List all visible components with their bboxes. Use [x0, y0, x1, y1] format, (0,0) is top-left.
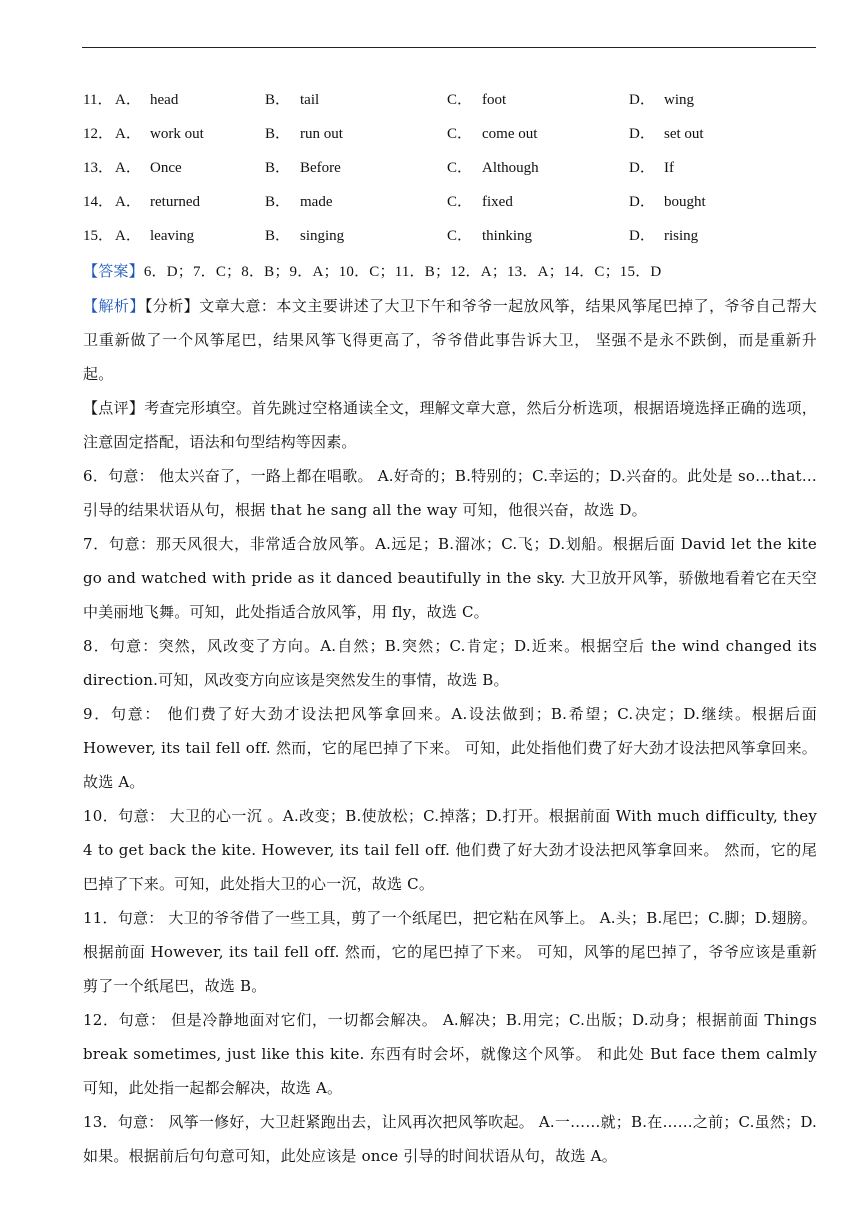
- option-d-text: bought: [664, 194, 706, 210]
- option-c-text: come out: [482, 126, 538, 142]
- question-number: 13．: [83, 160, 114, 176]
- option-a-label: A．: [115, 126, 141, 142]
- explanation-8: 8．句意：突然，风改变了方向。A.自然；B.突然；C.肯定；D.近来。根据空后 the wind changed its direction.可知，风改变方向应该是突然发生的事情，故选 B。: [83, 637, 817, 689]
- explanation-6: 6．句意： 他太兴奋了，一路上都在唱歌。 A.好奇的；B.特别的；C.幸运的；D.兴奋的。此处是 so…that…引导的结果状语从句，根据 that he sang all the way 可知，他很兴奋，故选 D。: [83, 467, 817, 519]
- option-a-label: A．: [115, 160, 141, 176]
- option-b-text: run out: [300, 126, 343, 142]
- option-b-text: tail: [300, 92, 320, 108]
- option-c-text: thinking: [482, 228, 533, 244]
- option-row-12: [83, 119, 817, 153]
- option-c-label: C．: [447, 160, 473, 176]
- question-number: 11．: [83, 92, 113, 108]
- option-c-label: C．: [447, 228, 473, 244]
- option-b-label: B．: [265, 194, 291, 210]
- option-d-text: If: [664, 160, 674, 176]
- option-d-label: D．: [629, 92, 655, 108]
- option-row-11: [83, 85, 817, 119]
- option-a-text: returned: [150, 194, 200, 210]
- explanation-10: 10．句意： 大卫的心一沉 。A.改变；B.使放松；C.掉落；D.打开。根据前面 With much difficulty, they 4 to get back the kite. However, its tail fell off. 他们费了好大劲才设法把风筝拿回来。 然而，它的尾巴掉了下来。可知，此处指大卫的心一沉，故选 C。: [83, 807, 817, 893]
- option-d-label: D．: [629, 160, 655, 176]
- option-b-label: B．: [265, 126, 291, 142]
- option-b-text: singing: [300, 228, 345, 244]
- option-row-14: [83, 187, 817, 221]
- explanation-9: 9．句意： 他们费了好大劲才设法把风筝拿回来。A.设法做到；B.希望；C.决定；D.继续。根据后面 However, its tail fell off. 然而，它的尾巴掉了下来。 可知，此处指他们费了好大劲才设法把风筝拿回来。 故选 A。: [83, 705, 817, 791]
- explanation-12: 12．句意： 但是冷静地面对它们，一切都会解决。 A.解决；B.用完；C.出版；D.动身；根据前面 Things break sometimes, just like this kite. 东西有时会坏，就像这个风筝。 和此处 But face them calmly 可知，此处指一起都会解决，故选 A。: [83, 1011, 817, 1097]
- option-c-text: Although: [482, 160, 539, 176]
- comment-tag: 【点评】: [83, 399, 145, 417]
- explanation-7: 7．句意：那天风很大，非常适合放风筝。A.远足；B.溜冰；C.飞；D.划船。根据后面 David let the kite go and watched with pride as it danced beautifully in the sky. 大卫放开风筝，骄傲地看着它在天空中美丽地飞舞。可知，此处指适合放风筝，用 fly，故选 C。: [83, 535, 817, 621]
- comment-paragraph: [83, 391, 817, 459]
- option-a-text: work out: [150, 126, 204, 142]
- option-a-text: head: [150, 92, 179, 108]
- option-b-text: made: [300, 194, 333, 210]
- option-c-label: C．: [447, 126, 473, 142]
- question-number: 15．: [83, 228, 114, 244]
- answer-line: [83, 255, 817, 289]
- option-d-text: wing: [664, 92, 694, 108]
- explanation-13: 13．句意： 风筝一修好，大卫赶紧跑出去，让风再次把风筝吹起。 A.一……就；B.在……之前；C.虽然；D.如果。根据前后句句意可知，此处应该是 once 引导的时间状语从句，故选 A。: [83, 1113, 817, 1165]
- question-number: 12．: [83, 126, 114, 142]
- option-c-text: foot: [482, 92, 507, 108]
- option-row-15: [83, 221, 817, 255]
- option-row-13: [83, 153, 817, 187]
- option-a-text: Once: [150, 160, 182, 176]
- analysis-paragraph: [83, 289, 817, 391]
- explanation-11: 11．句意： 大卫的爷爷借了一些工具，剪了一个纸尾巴，把它粘在风筝上。 A.头；B.尾巴；C.脚；D.翅膀。根据前面 However, its tail fell off. 然而，它的尾巴掉了下来。 可知，风筝的尾巴掉了，爷爷应该是重新剪了一个纸尾巴，故选 B。: [83, 909, 817, 995]
- document-body: [83, 85, 817, 1173]
- option-a-label: A．: [115, 194, 141, 210]
- answer-tag: 【答案】: [83, 264, 144, 280]
- option-c-label: C．: [447, 194, 473, 210]
- option-d-label: D．: [629, 126, 655, 142]
- option-d-text: set out: [664, 126, 704, 142]
- option-d-text: rising: [664, 228, 699, 244]
- analysis-tag: 【解析】: [83, 297, 145, 315]
- comment-text: 考查完形填空。首先跳过空格通读全文，理解文章大意，然后分析选项，根据语境选择正确的选项，注意固定搭配，语法和句型结构等因素。: [83, 399, 817, 451]
- answer-text: 6．D；7．C；8．B；9．A；10．C；11．B；12．A；13．A；14．C；15．D: [143, 264, 662, 280]
- option-b-label: B．: [265, 228, 291, 244]
- option-a-label: A．: [115, 228, 141, 244]
- header-rule: [82, 47, 816, 48]
- option-d-label: D．: [629, 228, 655, 244]
- analysis-text: 【分析】文章大意：本文主要讲述了大卫下午和爷爷一起放风筝，结果风筝尾巴掉了，爷爷自己帮大卫重新做了一个风筝尾巴，结果风筝飞得更高了，爷爷借此事告诉大卫， 坚强不是永不跌倒，而是重新升起。: [83, 297, 817, 383]
- question-number: 14．: [83, 194, 114, 210]
- option-c-text: fixed: [482, 194, 513, 210]
- option-b-label: B．: [265, 160, 291, 176]
- option-a-label: A．: [115, 92, 141, 108]
- option-b-text: Before: [300, 160, 341, 176]
- option-b-label: B．: [265, 92, 291, 108]
- option-d-label: D．: [629, 194, 655, 210]
- option-c-label: C．: [447, 92, 473, 108]
- options-list: [83, 85, 817, 255]
- option-a-text: leaving: [150, 228, 195, 244]
